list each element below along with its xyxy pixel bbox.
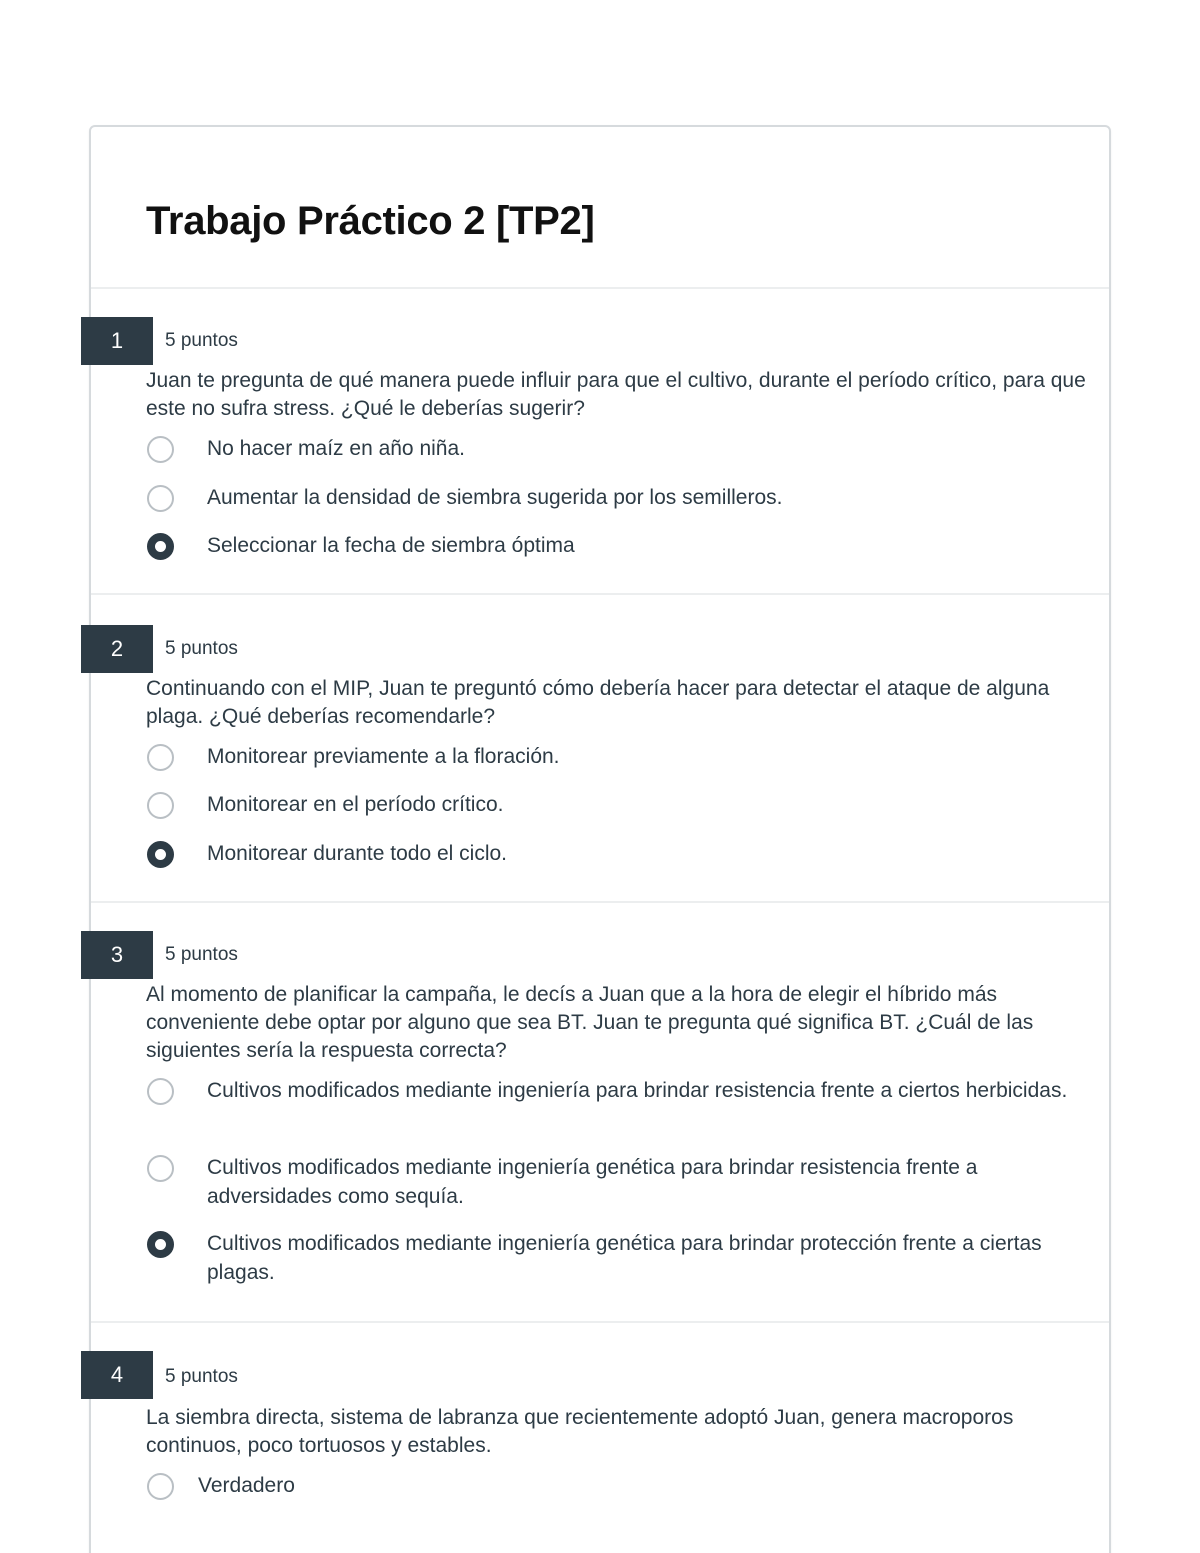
- radio-button[interactable]: [147, 1078, 174, 1105]
- question-2: [91, 595, 1109, 903]
- answer-option[interactable]: [146, 839, 1086, 873]
- answer-option[interactable]: [146, 531, 1086, 565]
- question-points: 5 puntos: [165, 1366, 238, 1387]
- answer-label: Cultivos modificados mediante ingeniería para brindar resistencia frente a ciertos herbicidas.: [207, 1079, 1068, 1102]
- answer-label: No hacer maíz en año niña.: [207, 437, 465, 460]
- question-text: Continuando con el MIP, Juan te preguntó cómo debería hacer para detectar el ataque de alguna plaga. ¿Qué deberías recomendarle?: [146, 677, 1050, 728]
- question-1: [91, 287, 1109, 595]
- answer-option[interactable]: [146, 742, 1086, 776]
- answer-label: Aumentar la densidad de siembra sugerida por los semilleros.: [207, 486, 783, 509]
- question-number: 1: [81, 317, 153, 365]
- question-text: Al momento de planificar la campaña, le decís a Juan que a la hora de elegir el híbrido más conveniente debe optar por alguno que sea BT. Juan te pregunta qué significa BT. ¿Cuál de las siguientes sería la respuesta correcta?: [146, 983, 1034, 1062]
- answer-option[interactable]: [146, 790, 1086, 824]
- quiz-title: Trabajo Práctico 2 [TP2]: [146, 199, 595, 243]
- answer-label: Cultivos modificados mediante ingeniería genética para brindar resistencia frente a adversidades como sequía.: [207, 1156, 978, 1208]
- question-number: 2: [81, 625, 153, 673]
- question-points: 5 puntos: [165, 638, 238, 659]
- radio-button-selected[interactable]: [147, 841, 174, 868]
- answer-label: Cultivos modificados mediante ingeniería genética para brindar protección frente a ciertas plagas.: [207, 1232, 1042, 1284]
- answer-option[interactable]: [146, 1471, 1086, 1505]
- answer-option[interactable]: [146, 1229, 1086, 1289]
- answer-label: Monitorear previamente a la floración.: [207, 745, 560, 768]
- answer-label: Monitorear en el período crítico.: [207, 793, 504, 816]
- radio-button[interactable]: [147, 1473, 174, 1500]
- radio-button[interactable]: [147, 1155, 174, 1182]
- answer-label: Verdadero: [198, 1474, 295, 1497]
- question-points: 5 puntos: [165, 944, 238, 965]
- radio-button[interactable]: [147, 792, 174, 819]
- quiz-header: [91, 127, 1109, 289]
- question-number: 4: [81, 1351, 153, 1399]
- answer-option[interactable]: [146, 1076, 1086, 1136]
- radio-button[interactable]: [147, 744, 174, 771]
- radio-button[interactable]: [147, 485, 174, 512]
- question-points: 5 puntos: [165, 330, 238, 351]
- question-text: La siembra directa, sistema de labranza que recientemente adoptó Juan, genera macroporos continuos, poco tortuosos y estables.: [146, 1406, 1014, 1457]
- question-text: Juan te pregunta de qué manera puede influir para que el cultivo, durante el período crítico, para que este no sufra stress. ¿Qué le deberías sugerir?: [146, 369, 1086, 420]
- answer-option[interactable]: [146, 434, 1086, 468]
- question-3: [91, 903, 1109, 1323]
- quiz-card: [89, 125, 1111, 1553]
- answer-option[interactable]: [146, 1153, 1086, 1213]
- answer-label: Seleccionar la fecha de siembra óptima: [207, 534, 575, 557]
- radio-button-selected[interactable]: [147, 1231, 174, 1258]
- radio-button-selected[interactable]: [147, 533, 174, 560]
- question-4: [91, 1323, 1109, 1553]
- question-number: 3: [81, 931, 153, 979]
- answer-option[interactable]: [146, 483, 1086, 517]
- answer-label: Monitorear durante todo el ciclo.: [207, 842, 507, 865]
- radio-button[interactable]: [147, 436, 174, 463]
